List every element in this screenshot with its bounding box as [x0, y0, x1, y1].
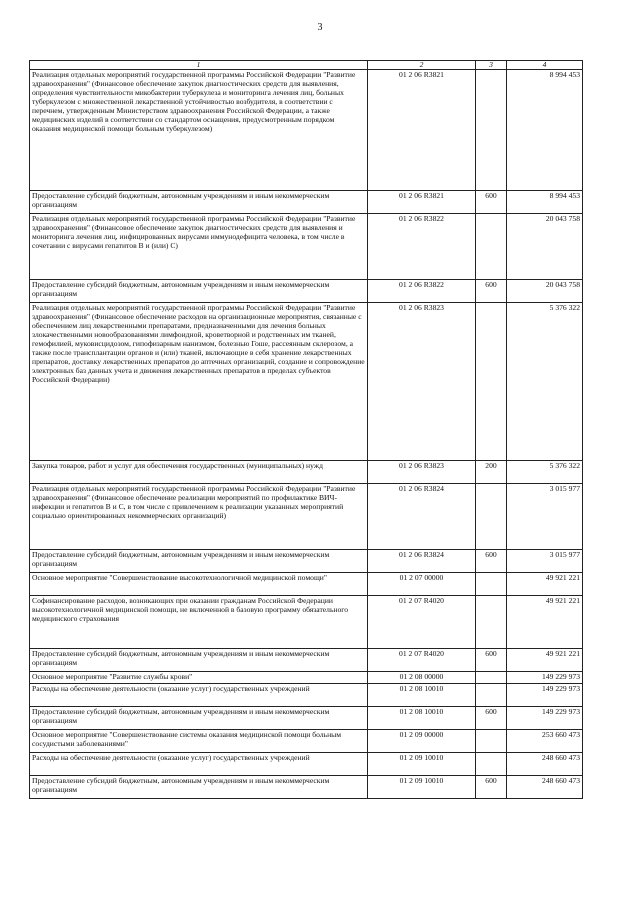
row-type [476, 672, 507, 684]
row-amount: 20 043 758 [507, 280, 583, 303]
table-row [30, 649, 583, 672]
row-name: Основное мероприятие "Развитие службы крови" [30, 672, 368, 684]
row-code: 01 2 07 R4020 [368, 649, 476, 672]
row-code: 01 2 06 R3824 [368, 550, 476, 573]
row-code: 01 2 06 R3822 [368, 214, 476, 280]
row-amount: 20 043 758 [507, 214, 583, 280]
row-type: 200 [476, 461, 507, 484]
row-code: 01 2 06 R3824 [368, 484, 476, 550]
row-type: 600 [476, 191, 507, 214]
row-type: 600 [476, 776, 507, 799]
row-name: Предоставление субсидий бюджетным, автономным учреждениям и иным некоммерческим организациям [30, 550, 368, 573]
row-name: Предоставление субсидий бюджетным, автономным учреждениям и иным некоммерческим организациям [30, 707, 368, 730]
row-name: Реализация отдельных мероприятий государственной программы Российской Федерации "Развитие здравоохранения" (Финансовое обеспечение закупок диагностических средств для выявления и мониторинга лечения лиц, инфицированных вирусами иммунодефицита человека, в том числе в сочетании с вирусами гепатитов В и (или) С) [30, 214, 368, 280]
row-type [476, 596, 507, 649]
row-name: Реализация отдельных мероприятий государственной программы Российской Федерации "Развитие здравоохранения" (Финансовое обеспечение закупок диагностических средств для выявления, определения чувствительности микобактерии туберкулеза и мониторинга лечения лиц, больных туберкулезом с множественной лекарственной устойчивостью возбудителя, в соответствии с перечнем, утвержденным Министерством здравоохранения Российской Федерации, а также медицинских изделий в соответствии со стандартом оснащения, предусмотренным порядком оказания медицинской помощи больным туберкулезом) [30, 70, 368, 191]
column-header-amount: 4 [507, 61, 583, 70]
table-header-row [30, 61, 583, 70]
table-row [30, 214, 583, 280]
table-row [30, 550, 583, 573]
table-row [30, 461, 583, 484]
row-code: 01 2 09 10010 [368, 776, 476, 799]
row-amount: 5 376 322 [507, 303, 583, 461]
row-code: 01 2 09 10010 [368, 753, 476, 776]
row-amount: 248 660 473 [507, 776, 583, 799]
row-amount: 253 660 473 [507, 730, 583, 753]
row-amount: 248 660 473 [507, 753, 583, 776]
row-amount: 3 015 977 [507, 550, 583, 573]
row-type [476, 484, 507, 550]
row-name: Предоставление субсидий бюджетным, автономным учреждениям и иным некоммерческим организациям [30, 776, 368, 799]
row-amount: 49 921 221 [507, 596, 583, 649]
row-code: 01 2 06 R3821 [368, 191, 476, 214]
table-row [30, 684, 583, 707]
row-name: Расходы на обеспечение деятельности (оказание услуг) государственных учреждений [30, 753, 368, 776]
row-code: 01 2 08 10010 [368, 684, 476, 707]
budget-table [29, 60, 583, 799]
row-code: 01 2 08 00000 [368, 672, 476, 684]
table-row [30, 776, 583, 799]
row-type [476, 684, 507, 707]
table-row [30, 596, 583, 649]
row-name: Реализация отдельных мероприятий государственной программы Российской Федерации "Развитие здравоохранения" (Финансовое обеспечение реализации мероприятий по профилактике ВИЧ-инфекции и гепатитов В и С, в том числе с привлечением к реализации указанных мероприятий социально ориентированных некоммерческих организаций) [30, 484, 368, 550]
row-type: 600 [476, 280, 507, 303]
row-code: 01 2 06 R3822 [368, 280, 476, 303]
row-name: Предоставление субсидий бюджетным, автономным учреждениям и иным некоммерческим организациям [30, 280, 368, 303]
table-row [30, 191, 583, 214]
table-row [30, 753, 583, 776]
row-amount: 49 921 221 [507, 573, 583, 596]
row-type: 600 [476, 550, 507, 573]
row-type [476, 70, 507, 191]
row-amount: 3 015 977 [507, 484, 583, 550]
row-code: 01 2 08 10010 [368, 707, 476, 730]
row-code: 01 2 06 R3823 [368, 461, 476, 484]
row-code: 01 2 07 R4020 [368, 596, 476, 649]
column-header-code: 2 [368, 61, 476, 70]
row-name: Реализация отдельных мероприятий государственной программы Российской Федерации "Развитие здравоохранения" (Финансовое обеспечение расходов на организационные мероприятия, связанные с обеспечением лиц лекарственными препаратами, предназначенными для лечения больных злокачественными новообразованиями лимфоидной, кроветворной и родственных им тканей, гемофилией, муковисцидозом, гипофизарным нанизмом, болезнью Гоше, рассеянным склерозом, а также после трансплантации органов и (или) тканей, включающие в себя хранение лекарственных препаратов, доставку лекарственных препаратов до аптечных организаций, создание и сопровождение электронных баз данных учета и движения лекарственных препаратов в пределах субъектов Российской Федерации) [30, 303, 368, 461]
row-name: Расходы на обеспечение деятельности (оказание услуг) государственных учреждений [30, 684, 368, 707]
table-row [30, 303, 583, 461]
table-row [30, 484, 583, 550]
row-amount: 49 921 221 [507, 649, 583, 672]
row-amount: 8 994 453 [507, 191, 583, 214]
row-type [476, 303, 507, 461]
row-code: 01 2 09 00000 [368, 730, 476, 753]
row-code: 01 2 07 00000 [368, 573, 476, 596]
row-code: 01 2 06 R3823 [368, 303, 476, 461]
row-type [476, 730, 507, 753]
row-amount: 149 229 973 [507, 684, 583, 707]
row-name: Закупка товаров, работ и услуг для обеспечения государственных (муниципальных) нужд [30, 461, 368, 484]
row-type [476, 753, 507, 776]
table-row [30, 280, 583, 303]
table-row [30, 70, 583, 191]
page-number: 3 [317, 22, 323, 33]
row-type: 600 [476, 707, 507, 730]
row-type [476, 214, 507, 280]
row-name: Предоставление субсидий бюджетным, автономным учреждениям и иным некоммерческим организациям [30, 649, 368, 672]
row-amount: 8 994 453 [507, 70, 583, 191]
row-amount: 5 376 322 [507, 461, 583, 484]
column-header-type: 3 [476, 61, 507, 70]
row-name: Предоставление субсидий бюджетным, автономным учреждениям и иным некоммерческим организациям [30, 191, 368, 214]
row-type: 600 [476, 649, 507, 672]
row-amount: 149 229 973 [507, 707, 583, 730]
row-amount: 149 229 973 [507, 672, 583, 684]
row-name: Основное мероприятие "Совершенствование высокотехнологичной медицинской помощи" [30, 573, 368, 596]
table-row [30, 573, 583, 596]
table-row [30, 730, 583, 753]
row-name: Софинансирование расходов, возникающих при оказании гражданам Российской Федерации высокотехнологичной медицинской помощи, не включенной в базовую программу обязательного медицинского страхования [30, 596, 368, 649]
table-row [30, 672, 583, 684]
table-row [30, 707, 583, 730]
column-header-name: 1 [30, 61, 368, 70]
row-type [476, 573, 507, 596]
row-name: Основное мероприятие "Совершенствование системы оказания медицинской помощи больным сосудистыми заболеваниями" [30, 730, 368, 753]
row-code: 01 2 06 R3821 [368, 70, 476, 191]
